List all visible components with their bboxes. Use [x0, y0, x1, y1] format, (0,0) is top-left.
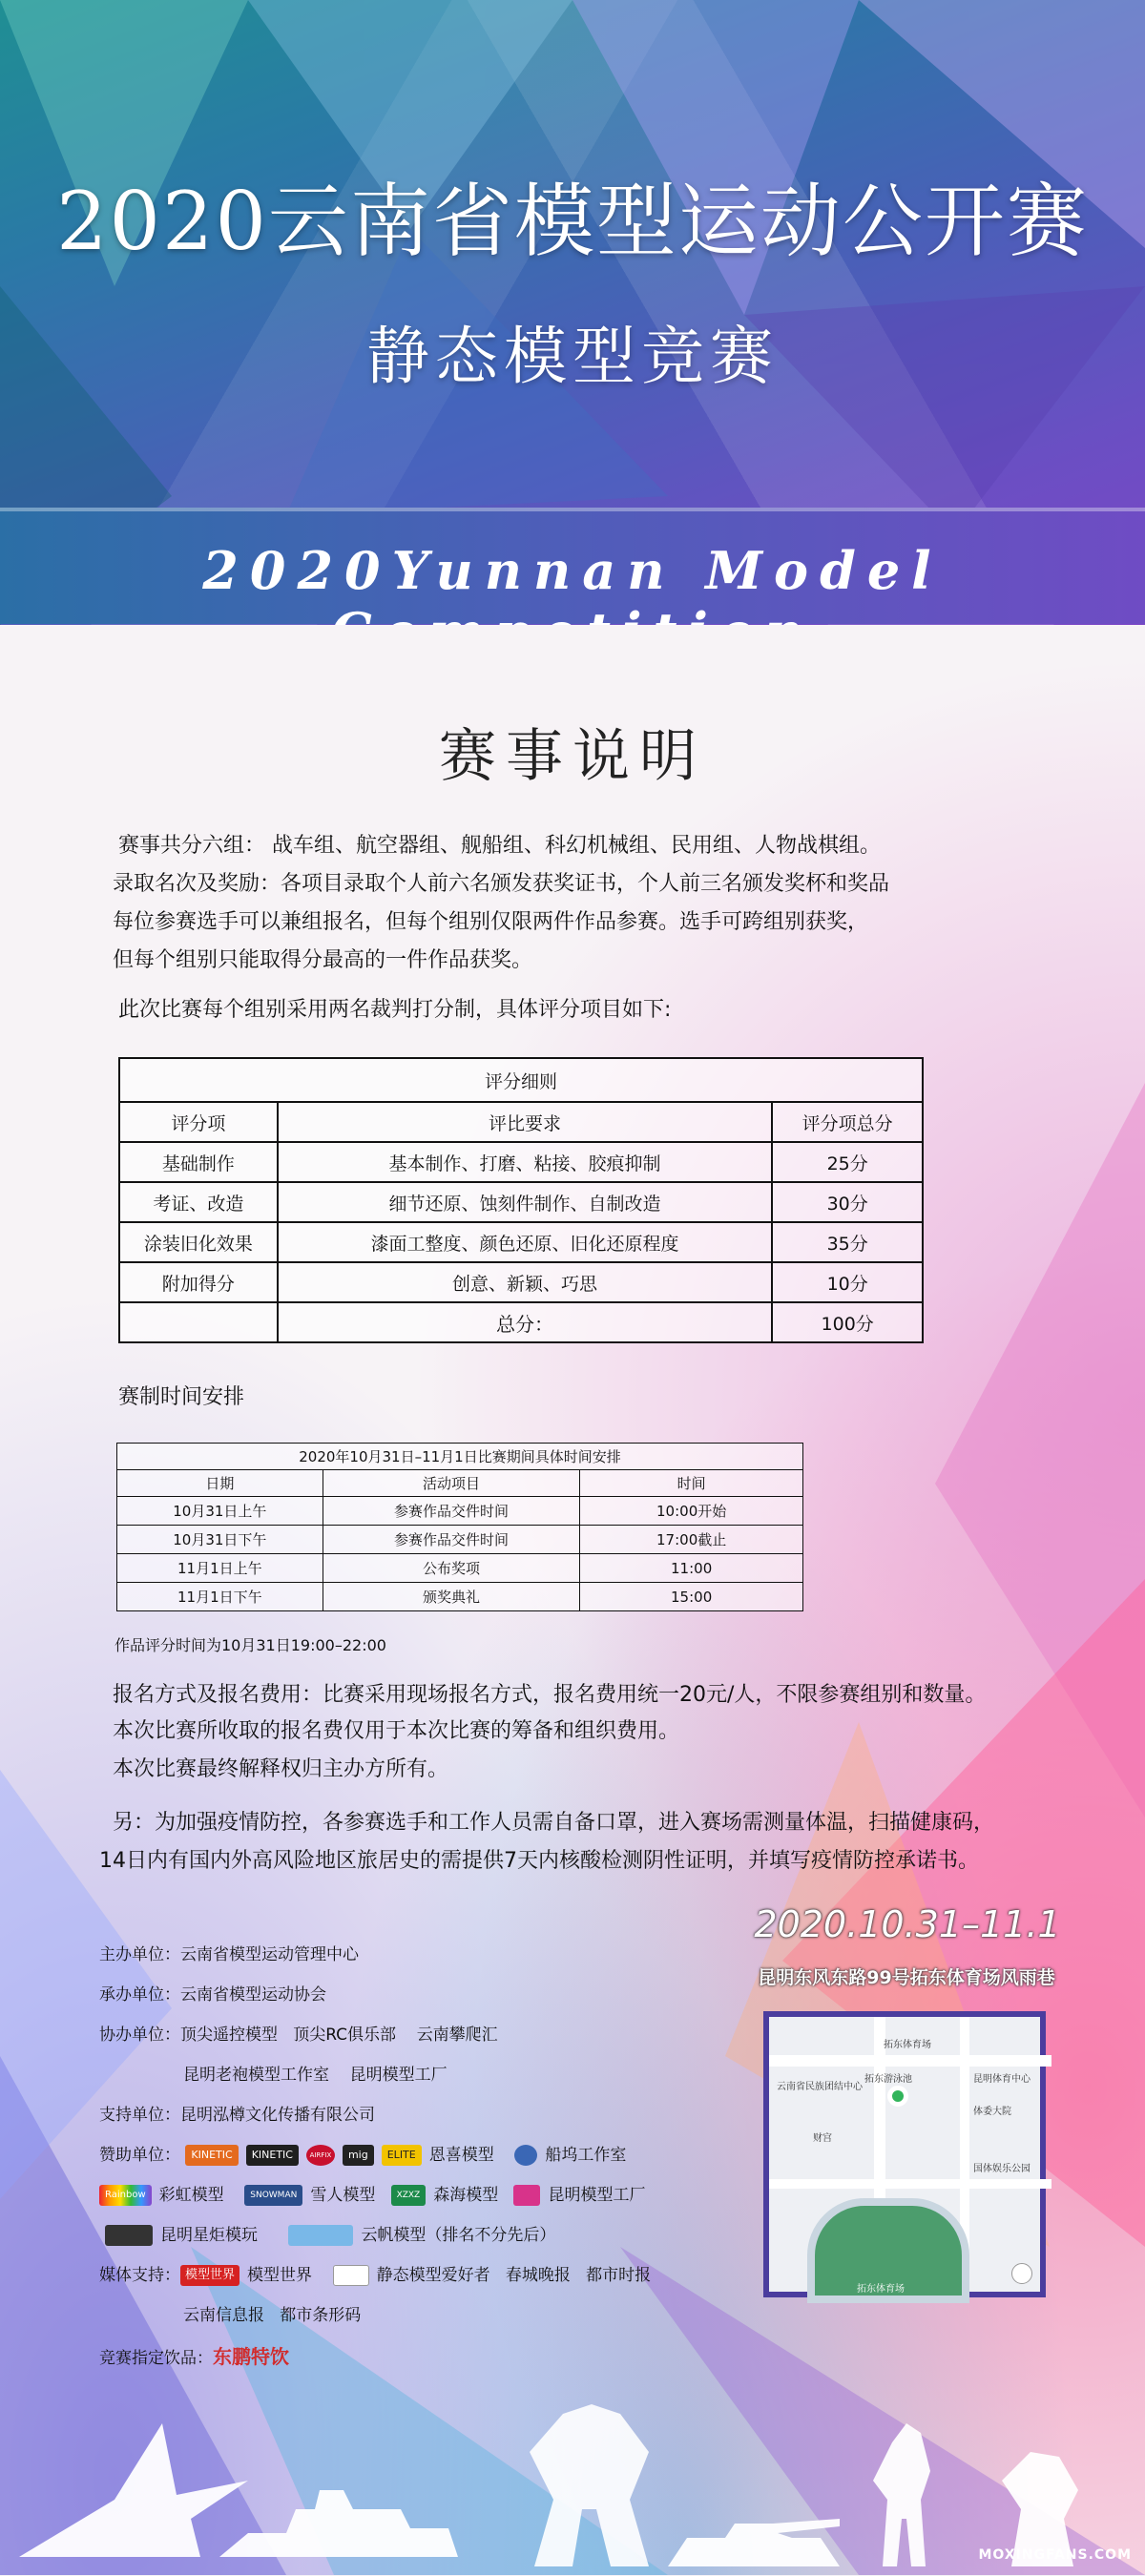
xingju-logo [105, 2225, 153, 2246]
score-cell: 考证、改造 [119, 1182, 278, 1222]
scoring-time-note: 作品评分时间为10月31日19:00–22:00 [114, 1636, 386, 1654]
schedule-cell: 10月31日下午 [117, 1526, 323, 1554]
media-label: 媒体支持： [99, 2266, 180, 2285]
support-unit: 支持单位：昆明泓樽文化传播有限公司 [99, 2106, 375, 2125]
score-header-points: 评分项总分 [772, 1102, 923, 1142]
battleship-silhouette-icon [219, 2490, 458, 2557]
section-title: 赛事说明 [439, 723, 706, 790]
schedule-cell: 15:00 [580, 1583, 803, 1611]
schedule-cell: 10:00开始 [580, 1497, 803, 1526]
score-cell-empty [119, 1302, 278, 1342]
sponsor: 彩虹模型 [158, 2186, 224, 2205]
watermark: MOXINGFANS.COM [978, 2547, 1132, 2563]
map-label: 拓东游泳池 [864, 2074, 912, 2085]
shipyard-logo [514, 2145, 537, 2166]
registration-line-1: 报名方式及报名费用：比赛采用现场报名方式，报名费用统一20元/人，不限参赛组别和数量。 [113, 1683, 987, 1707]
co-organizer: 顶尖RC俱乐部 [293, 2025, 397, 2045]
english-title: 2020Yunnan Model [202, 540, 943, 601]
kinetic-logo: KINETIC [185, 2145, 238, 2166]
schedule-cell: 公布奖项 [323, 1554, 580, 1583]
map-label: 拓东体育场 [884, 2040, 931, 2050]
score-table-title: 评分细则 [119, 1058, 923, 1102]
awards-text-3: 但每个组别只能取得分最高的一件作品获奖。 [113, 948, 533, 972]
map-label: 财宫 [813, 2133, 832, 2144]
sponsor: 云帆模型（排名不分先后） [361, 2226, 556, 2245]
locate-icon[interactable] [1011, 2263, 1032, 2284]
epidemic-line-1: 另：为加强疫情防控，各参赛选手和工作人员需自备口罩，进入赛场需测量体温，扫描健康码， [113, 1811, 995, 1835]
schedule-cell: 参赛作品交件时间 [323, 1526, 580, 1554]
score-cell: 30分 [772, 1182, 923, 1222]
score-cell: 25分 [772, 1142, 923, 1182]
rainbow-logo: Rainbow [99, 2185, 152, 2206]
soldier-silhouette-icon [873, 2423, 930, 2566]
tank-silhouette-icon [668, 2519, 840, 2566]
yunfan-logo [288, 2225, 353, 2246]
airfix-logo: AIRFIX [306, 2145, 335, 2166]
map-label: 体委大院 [973, 2107, 1011, 2117]
score-cell: 创意、新颖、巧思 [278, 1262, 773, 1302]
registration-line-2: 本次比赛所收取的报名费仅用于本次比赛的筹备和组织费用。 [113, 1719, 680, 1743]
score-table [118, 1057, 924, 1343]
co-organizer: 昆明模型工厂 [349, 2066, 448, 2085]
co-label: 协办单位： [99, 2025, 180, 2045]
table-row [119, 1142, 923, 1182]
location-map[interactable] [763, 2011, 1046, 2297]
sponsors-row-3 [105, 2221, 555, 2246]
table-row [119, 1182, 923, 1222]
score-cell: 涂装旧化效果 [119, 1222, 278, 1262]
score-total-label: 总分： [278, 1302, 773, 1342]
table-row [119, 1302, 923, 1342]
map-label: 拓东体育场 [857, 2284, 905, 2295]
mecha-silhouette-icon [530, 2404, 649, 2566]
map-label: 国体娱乐公园 [973, 2164, 1030, 2174]
senhai-logo: XZXZ [391, 2185, 427, 2206]
media: 云南信息报 [183, 2306, 264, 2325]
schedule-cell: 10月31日上午 [117, 1497, 323, 1526]
schedule-header-time: 时间 [580, 1470, 803, 1497]
co-organizer: 昆明老袍模型工作室 [183, 2066, 329, 2085]
sponsor: 昆明模型工厂 [548, 2186, 646, 2205]
scoring-intro: 此次比赛每个组别采用两名裁判打分制，具体评分项目如下: [118, 998, 672, 1022]
sponsor: 雪人模型 [310, 2186, 376, 2205]
schedule-table [116, 1443, 803, 1611]
co-organizers-row-2 [183, 2061, 448, 2085]
static-model-logo [333, 2265, 369, 2286]
schedule-cell: 11:00 [580, 1554, 803, 1583]
sponsor: 森海模型 [433, 2186, 499, 2205]
kinetic-logo: KINETIC [246, 2145, 299, 2166]
table-row [117, 1497, 803, 1526]
host-unit: 主办单位：云南省模型运动管理中心 [99, 1945, 359, 1964]
sponsor: 恩喜模型 [428, 2146, 494, 2165]
mig-logo: mig [343, 2145, 374, 2166]
map-label: 昆明体育中心 [973, 2074, 1030, 2085]
awards-text-2: 每位参赛选手可以兼组报名，但每个组别仅限两件作品参赛。选手可跨组别获奖， [113, 910, 869, 934]
score-cell: 35分 [772, 1222, 923, 1262]
hero-banner [0, 0, 1145, 625]
drink-brand: 东鹏特饮 [213, 2345, 289, 2368]
map-label: 云南省民族团结中心 [777, 2082, 863, 2092]
co-organizer: 顶尖遥控模型 [180, 2025, 278, 2045]
awards-text-1: 录取名次及奖励：各项目录取个人前六名颁发获奖证书，个人前三名颁发奖杯和奖品 [113, 872, 890, 896]
schedule-cell: 11月1日上午 [117, 1554, 323, 1583]
event-date: 2020.10.31–11.1 [754, 1903, 1061, 1945]
table-row [117, 1554, 803, 1583]
location-pin-icon [887, 2086, 908, 2107]
table-row [117, 1583, 803, 1611]
table-row [119, 1262, 923, 1302]
media: 都市条形码 [280, 2306, 362, 2325]
model-factory-logo [513, 2185, 540, 2206]
model-silhouettes [0, 2366, 1145, 2576]
score-cell: 基础制作 [119, 1142, 278, 1182]
media-row-1 [99, 2261, 651, 2286]
media-row-2 [183, 2301, 361, 2325]
table-row [117, 1526, 803, 1554]
schedule-cell: 颁奖典礼 [323, 1583, 580, 1611]
co-organizer: 云南攀爬汇 [416, 2025, 498, 2045]
event-place: 昆明东风东路99号拓东体育场风雨巷 [758, 1967, 1055, 1988]
elite-logo: ELITE [382, 2145, 422, 2166]
table-row [119, 1222, 923, 1262]
score-cell: 附加得分 [119, 1262, 278, 1302]
drink-row [99, 2341, 289, 2369]
undertaker-unit: 承办单位：云南省模型运动协会 [99, 1985, 326, 2005]
snowman-logo: SNOWMAN [244, 2185, 302, 2206]
sponsor: 昆明星炬模玩 [160, 2226, 258, 2245]
score-header-requirement: 评比要求 [278, 1102, 773, 1142]
schedule-cell: 参赛作品交件时间 [323, 1497, 580, 1526]
score-total-value: 100分 [772, 1302, 923, 1342]
drink-label: 竞赛指定饮品： [99, 2349, 213, 2368]
hero-subtitle: 静态模型竞赛 [366, 320, 779, 393]
schedule-table-title: 2020年10月31日–11月1日比赛期间具体时间安排 [117, 1444, 803, 1470]
media: 静态模型爱好者 [376, 2266, 490, 2285]
epidemic-line-2: 14日内有国内外高风险地区旅居史的需提供7天内核酸检测阴性证明，并填写疫情防控承诺书。 [99, 1849, 979, 1873]
hero-title: 2020云南省模型运动公开赛 [56, 175, 1089, 268]
schedule-header-date: 日期 [117, 1470, 323, 1497]
schedule-cell: 11月1日下午 [117, 1583, 323, 1611]
schedule-cell: 17:00截止 [580, 1526, 803, 1554]
registration-line-3: 本次比赛最终解释权归主办方所有。 [113, 1757, 449, 1781]
score-cell: 10分 [772, 1262, 923, 1302]
schedule-heading: 赛制时间安排 [118, 1385, 245, 1409]
score-cell: 基本制作、打磨、粘接、胶痕抑制 [278, 1142, 773, 1182]
sponsor-label: 赞助单位： [99, 2146, 180, 2165]
model-world-logo: 模型世界 [180, 2265, 239, 2286]
sponsor: 船坞工作室 [545, 2146, 627, 2165]
english-title-band [0, 508, 1145, 624]
media: 模型世界 [247, 2266, 313, 2285]
co-organizers-row-1 [99, 2021, 498, 2045]
score-cell: 细节还原、蚀刻件制作、自制改造 [278, 1182, 773, 1222]
groups-text: 赛事共分六组： 战车组、航空器组、舰船组、科幻机械组、民用组、人物战棋组。 [118, 834, 881, 858]
media: 都市时报 [586, 2266, 652, 2285]
jet-silhouette-icon [19, 2423, 248, 2557]
sponsors-row-2 [99, 2181, 645, 2206]
media: 春城晚报 [505, 2266, 571, 2285]
sponsors-row-1 [99, 2141, 626, 2166]
score-header-item: 评分项 [119, 1102, 278, 1142]
schedule-header-activity: 活动项目 [323, 1470, 580, 1497]
score-cell: 漆面工整度、颜色还原、旧化还原程度 [278, 1222, 773, 1262]
